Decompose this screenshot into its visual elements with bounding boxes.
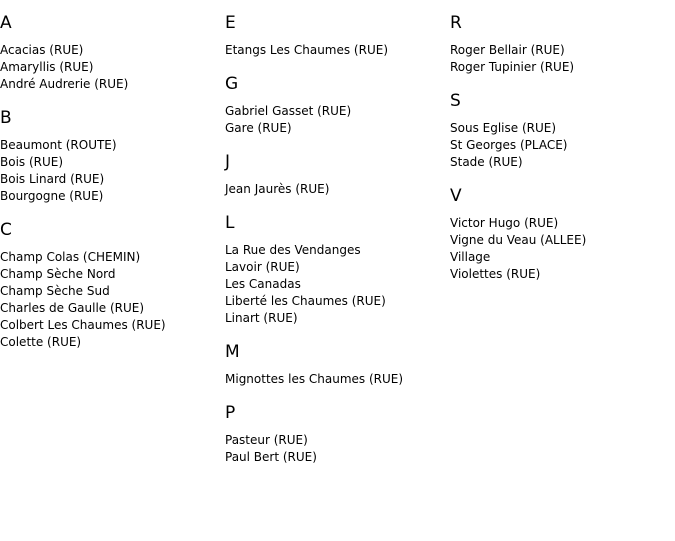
street-item[interactable]: Champ Sèche Nord	[0, 267, 116, 281]
street-item[interactable]: André Audrerie (RUE)	[0, 77, 129, 91]
street-list	[450, 42, 670, 76]
street-item[interactable]: Les Canadas	[225, 277, 301, 291]
street-list	[225, 103, 445, 137]
street-item[interactable]: Charles de Gaulle (RUE)	[0, 301, 145, 315]
letter-heading: P	[225, 403, 236, 423]
street-list	[450, 120, 670, 171]
letter-heading: C	[0, 220, 12, 240]
street-list	[225, 432, 445, 466]
street-item[interactable]: Bourgogne (RUE)	[0, 189, 104, 203]
street-item[interactable]: Vigne du Veau (ALLEE)	[450, 233, 587, 247]
letter-group-s	[450, 91, 670, 171]
letter-heading: A	[0, 13, 12, 33]
letter-heading: E	[225, 13, 236, 33]
street-item[interactable]: Mignottes les Chaumes (RUE)	[225, 372, 404, 386]
street-index-column-1	[0, 13, 220, 366]
street-item[interactable]: Colette (RUE)	[0, 335, 82, 349]
street-item[interactable]: Violettes (RUE)	[450, 267, 541, 281]
letter-group-e	[225, 13, 445, 59]
street-item[interactable]: Victor Hugo (RUE)	[450, 216, 559, 230]
street-list	[225, 371, 445, 388]
street-item[interactable]: Village	[450, 250, 491, 264]
street-item[interactable]: Champ Sèche Sud	[0, 284, 110, 298]
street-item[interactable]: Pasteur (RUE)	[225, 433, 308, 447]
street-item[interactable]: Bois (RUE)	[0, 155, 64, 169]
street-index-column-3	[450, 13, 670, 298]
letter-group-j	[225, 152, 445, 198]
letter-group-b	[0, 108, 220, 205]
letter-heading: L	[225, 213, 235, 233]
street-index-column-2	[225, 13, 445, 481]
letter-group-m	[225, 342, 445, 388]
letter-group-v	[450, 186, 670, 283]
street-item[interactable]: Champ Colas (CHEMIN)	[0, 250, 141, 264]
street-item[interactable]: Sous Eglise (RUE)	[450, 121, 557, 135]
street-item[interactable]: La Rue des Vendanges	[225, 243, 361, 257]
street-item[interactable]: Amaryllis (RUE)	[0, 60, 94, 74]
street-item[interactable]: Roger Tupinier (RUE)	[450, 60, 575, 74]
letter-group-g	[225, 74, 445, 137]
street-item[interactable]: Beaumont (ROUTE)	[0, 138, 117, 152]
letter-group-p	[225, 403, 445, 466]
street-item[interactable]: Bois Linard (RUE)	[0, 172, 105, 186]
letter-heading: V	[450, 186, 462, 206]
street-item[interactable]: Paul Bert (RUE)	[225, 450, 317, 464]
letter-heading: R	[450, 13, 462, 33]
street-item[interactable]: Liberté les Chaumes (RUE)	[225, 294, 386, 308]
street-item[interactable]: Gare (RUE)	[225, 121, 292, 135]
street-item[interactable]: Colbert Les Chaumes (RUE)	[0, 318, 166, 332]
street-list	[0, 249, 220, 351]
street-list	[225, 42, 445, 59]
letter-heading: M	[225, 342, 240, 362]
street-list	[0, 42, 220, 93]
letter-heading: J	[225, 152, 231, 172]
street-item[interactable]: Stade (RUE)	[450, 155, 523, 169]
letter-group-c	[0, 220, 220, 351]
street-list	[0, 137, 220, 205]
letter-heading: B	[0, 108, 12, 128]
letter-group-r	[450, 13, 670, 76]
street-item[interactable]: St Georges (PLACE)	[450, 138, 568, 152]
street-item[interactable]: Gabriel Gasset (RUE)	[225, 104, 352, 118]
street-item[interactable]: Roger Bellair (RUE)	[450, 43, 565, 57]
street-list	[225, 181, 445, 198]
letter-heading: S	[450, 91, 461, 111]
street-item[interactable]: Etangs Les Chaumes (RUE)	[225, 43, 389, 57]
street-item[interactable]: Acacias (RUE)	[0, 43, 84, 57]
letter-heading: G	[225, 74, 239, 94]
street-list	[450, 215, 670, 283]
letter-group-a	[0, 13, 220, 93]
street-item[interactable]: Linart (RUE)	[225, 311, 298, 325]
street-list	[225, 242, 445, 327]
street-item[interactable]: Jean Jaurès (RUE)	[225, 182, 330, 196]
street-item[interactable]: Lavoir (RUE)	[225, 260, 300, 274]
letter-group-l	[225, 213, 445, 327]
